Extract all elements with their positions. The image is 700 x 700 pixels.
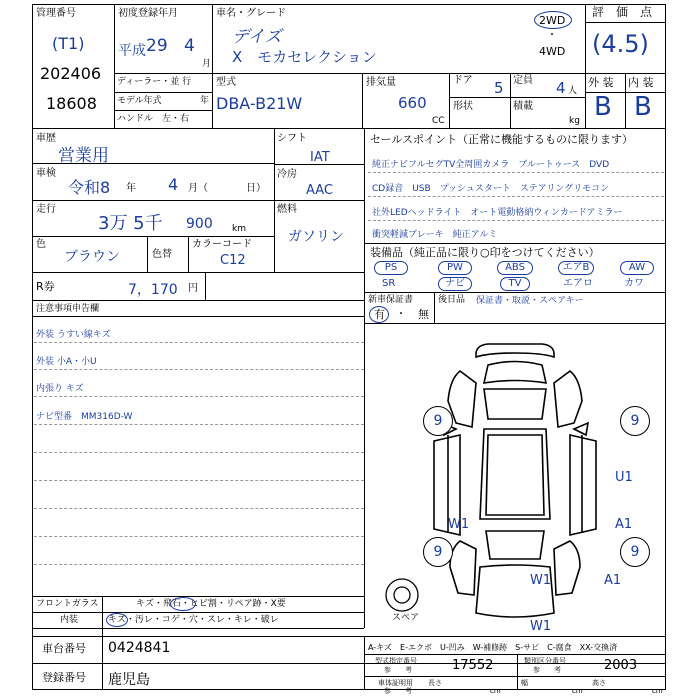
class-value: 2003 bbox=[604, 658, 638, 673]
damage-mark-front-right: 9 bbox=[620, 406, 650, 436]
note-line-3: 内張り キズ bbox=[36, 384, 84, 394]
damage-mark-rear-left: 9 bbox=[423, 537, 453, 567]
door-label: ドア bbox=[453, 75, 473, 86]
mileage-unit: km bbox=[232, 224, 246, 234]
inspection-year-unit: 年 bbox=[126, 183, 136, 194]
drive-dot: ・ bbox=[547, 30, 557, 41]
note-line-4: ナビ型番 MM316D-W bbox=[36, 412, 133, 422]
interior-label: 内 装 bbox=[628, 76, 654, 89]
sales-line-1: 純正ナビフルセグTV全周囲カメラ ブルートゥース DVD bbox=[372, 160, 610, 170]
equip-leather: カワ bbox=[624, 278, 644, 289]
inspection-month: 4 bbox=[168, 175, 179, 194]
spare-label: スペア bbox=[392, 613, 420, 623]
capacity-label: 定員 bbox=[513, 75, 533, 86]
color-change-label: 色替 bbox=[152, 249, 172, 260]
type-no-value: 17552 bbox=[452, 658, 494, 673]
later-value: 保証書・取説・スペアキー bbox=[476, 296, 584, 306]
equip-airbag: エアB bbox=[558, 261, 594, 275]
inspection-day-unit: 日） bbox=[246, 183, 266, 194]
length-unit: cm bbox=[490, 687, 501, 695]
ac-label: 冷房 bbox=[277, 169, 297, 180]
warranty-dot: ・ bbox=[396, 309, 406, 320]
inspection-month-unit: 月（ bbox=[188, 183, 208, 194]
history-value: 営業用 bbox=[58, 146, 109, 166]
sales-line-2: CD録音 USB プッシュスタート ステアリングリモコン bbox=[372, 184, 610, 194]
drive-2wd: 2WD bbox=[539, 14, 566, 27]
shape-label: 形状 bbox=[453, 101, 473, 112]
load-label: 積載 bbox=[513, 101, 533, 112]
equip-sr: SR bbox=[382, 278, 396, 289]
class-label: 類別区分番号 bbox=[524, 657, 566, 665]
damage-mark-rear-right-quarter: A1 bbox=[604, 573, 622, 588]
note-line-2: 外装 小A・小U bbox=[36, 357, 97, 367]
mgmt-label: 管理番号 bbox=[36, 8, 76, 19]
shift-label: シフト bbox=[277, 133, 307, 144]
fuel-label: 燃料 bbox=[277, 204, 297, 215]
damage-mark-left-rear-door: W1 bbox=[448, 517, 470, 532]
sales-line-3: 社外LEDヘッドライト オート電動格納ウィンカードアミラー bbox=[372, 208, 623, 218]
shift-value: IAT bbox=[310, 150, 330, 165]
damage-mark-rear-right: 9 bbox=[620, 537, 650, 567]
fuel-value: ガソリン bbox=[288, 229, 344, 245]
exterior-label: 外 装 bbox=[588, 76, 614, 89]
reg-label: 登録番号 bbox=[42, 671, 86, 684]
color-label: 色 bbox=[36, 239, 46, 250]
width-unit: cm bbox=[572, 687, 583, 695]
later-label: 後日品 bbox=[438, 295, 466, 305]
mgmt-no-1: 202406 bbox=[40, 64, 102, 83]
mileage-value: 3万 5千 bbox=[98, 213, 163, 234]
height-unit: cm bbox=[652, 687, 663, 695]
mgmt-no-2: 18608 bbox=[46, 94, 97, 113]
cert-label: 車体証明用 bbox=[378, 679, 413, 687]
first-reg-era: 平成 bbox=[118, 43, 146, 59]
chassis-value: 0424841 bbox=[108, 640, 171, 656]
equip-abs: ABS bbox=[497, 261, 533, 275]
length-label: 長さ bbox=[428, 679, 442, 687]
equipment-title: 装備品（純正品に限り○印をつけてください） bbox=[370, 246, 600, 259]
displacement-label: 排気量 bbox=[366, 77, 396, 88]
color-code-value: C12 bbox=[220, 253, 246, 268]
front-glass-label: フロントガラス bbox=[36, 599, 99, 609]
interior-cond-value: キズ・汚レ・コゲ・穴・スレ・キレ・破レ bbox=[108, 615, 279, 625]
color-code-label: カラーコード bbox=[192, 239, 252, 250]
damage-mark-right-rear-door: A1 bbox=[615, 517, 633, 532]
note-line-1: 外装 うすい線キズ bbox=[36, 330, 111, 340]
type-no-sub: 参 考 bbox=[384, 666, 412, 674]
handle-label: ハンドル 左・右 bbox=[117, 114, 190, 124]
grade: X モカセレクション bbox=[232, 48, 377, 66]
width-label: 幅 bbox=[521, 679, 528, 687]
damage-mark-right-front-door: U1 bbox=[615, 470, 633, 485]
class-sub: 参 考 bbox=[533, 666, 561, 674]
capacity-unit: 人 bbox=[568, 86, 578, 96]
warranty-yes: 有 bbox=[374, 308, 385, 321]
front-glass-mark bbox=[170, 597, 196, 611]
reg-value: 鹿児島 bbox=[108, 672, 150, 688]
equip-pw: PW bbox=[438, 261, 472, 275]
warranty-label: 新車保証書 bbox=[368, 295, 414, 305]
mileage-label: 走行 bbox=[36, 204, 56, 215]
exterior-grade: B bbox=[594, 92, 612, 122]
score-value: (4.5) bbox=[592, 30, 649, 58]
damage-mark-rear-bumper: W1 bbox=[530, 619, 552, 634]
interior-cond-mark bbox=[106, 613, 128, 627]
notes-title: 注意事項申告欄 bbox=[36, 304, 100, 314]
equip-navi: ナビ bbox=[438, 277, 472, 291]
chassis-label: 車台番号 bbox=[42, 642, 86, 655]
first-reg-label: 初度登録年月 bbox=[118, 8, 178, 19]
warranty-no: 無 bbox=[418, 308, 429, 321]
car-name: デイズ bbox=[232, 27, 282, 47]
inspection-era: 令和8 bbox=[68, 178, 111, 197]
name-label: 車名・グレード bbox=[216, 8, 286, 19]
capacity-value: 4 bbox=[556, 79, 566, 97]
model-year-label: モデル年式 bbox=[117, 96, 162, 106]
mgmt-code: (T1) bbox=[52, 34, 85, 53]
interior-grade: B bbox=[634, 92, 652, 122]
type-value: DBA-B21W bbox=[216, 94, 303, 113]
equip-aw: AW bbox=[620, 261, 654, 275]
damage-legend: A-キズ E-エクボ U-凹み W-補修跡 S-サビ C-腐食 XX-交換済 bbox=[368, 643, 618, 652]
score-label: 評 価 点 bbox=[592, 5, 653, 19]
mileage-sub: 900 bbox=[186, 216, 213, 232]
first-reg-year: 29 bbox=[146, 36, 168, 56]
color-value: ブラウン bbox=[64, 249, 120, 265]
damage-mark-front-left: 9 bbox=[423, 406, 453, 436]
equip-ps: PS bbox=[374, 261, 408, 275]
sales-title: セールスポイント（正常に機能するものに限ります） bbox=[370, 133, 634, 146]
first-reg-month: 4 bbox=[184, 36, 195, 56]
model-year-unit: 年 bbox=[200, 96, 210, 106]
r-ticket-label: R券 bbox=[36, 280, 55, 293]
drive-4wd: 4WD bbox=[539, 45, 566, 58]
door-value: 5 bbox=[494, 79, 504, 97]
cert-sub: 参 考 bbox=[384, 687, 412, 695]
sales-line-4: 衝突軽減ブレーキ 純正アルミ bbox=[372, 230, 498, 240]
dealer-label: ディーラー・並 行 bbox=[117, 77, 192, 87]
damage-mark-rear-hatch: W1 bbox=[530, 573, 552, 588]
equip-tv: TV bbox=[500, 277, 530, 291]
height-label: 高さ bbox=[592, 679, 606, 687]
equip-aero: エアロ bbox=[563, 278, 593, 289]
inspection-label: 車検 bbox=[36, 168, 56, 179]
first-reg-month-unit: 月 bbox=[202, 59, 212, 69]
type-label: 型式 bbox=[216, 77, 236, 88]
r-ticket-value: 7，170 bbox=[128, 282, 178, 298]
interior-cond-label: 内装 bbox=[60, 615, 79, 625]
type-no-label: 型式指定番号 bbox=[375, 657, 417, 665]
displacement-value: 660 bbox=[398, 94, 427, 112]
ac-value: AAC bbox=[306, 183, 333, 198]
load-unit: kg bbox=[569, 116, 580, 126]
r-ticket-unit: 円 bbox=[188, 283, 198, 294]
front-glass-value: キズ・飛石・ヒビ割・リペア跡・X要 bbox=[136, 599, 286, 609]
history-label: 車歴 bbox=[36, 133, 56, 144]
displacement-unit: CC bbox=[432, 116, 445, 126]
